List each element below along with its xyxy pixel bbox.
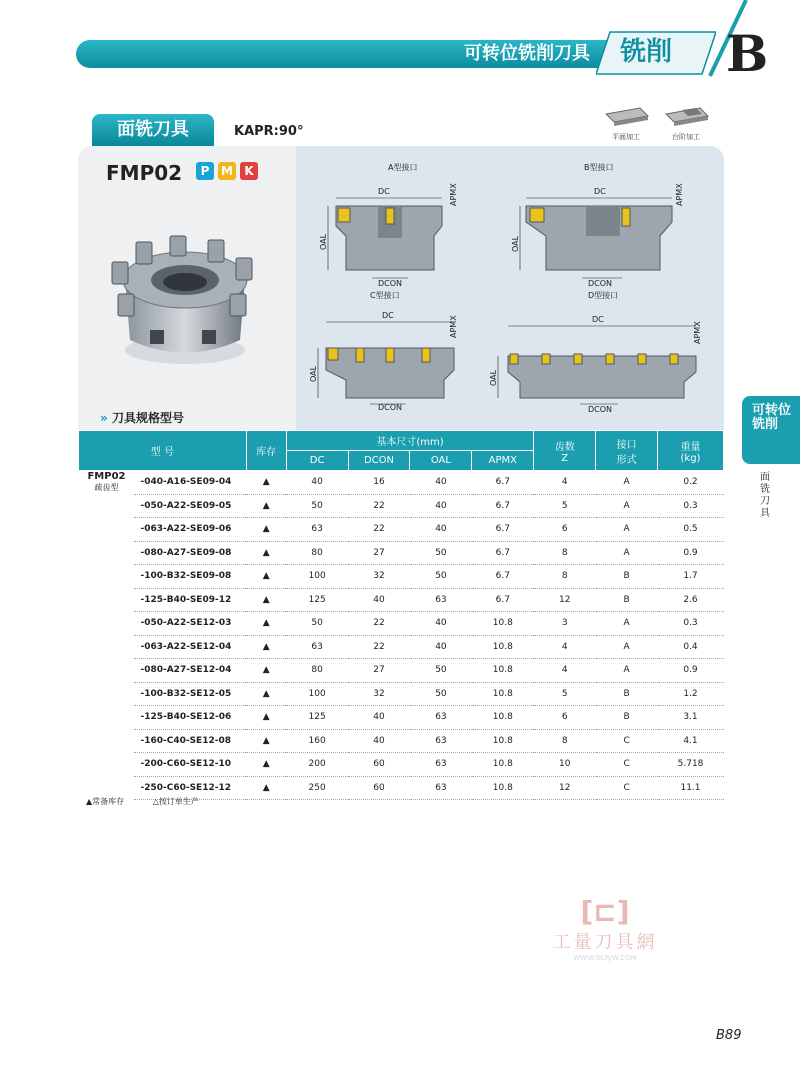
table-row	[79, 565, 724, 589]
cell-dc: 100	[286, 565, 348, 589]
face-mill-cutter-image	[90, 210, 270, 380]
table-row	[79, 612, 724, 636]
header-weight: 重量 (kg)	[658, 431, 724, 471]
interface-diagrams	[296, 160, 724, 416]
cell-dc: 160	[286, 729, 348, 753]
cell-dc: 200	[286, 753, 348, 777]
cell-model: -050-A22-SE09-05	[134, 494, 246, 518]
cell-apmx: 6.7	[472, 565, 534, 589]
cell-oal: 63	[410, 729, 472, 753]
cell-oal: 63	[410, 706, 472, 730]
cell-dcon: 32	[348, 565, 410, 589]
cell-kg: 0.9	[658, 541, 724, 565]
cell-type: B	[596, 682, 658, 706]
order-legend: △按订单生产	[152, 797, 199, 806]
table-row	[79, 588, 724, 612]
double-chevron-icon: »	[100, 411, 108, 425]
cell-kg: 5.718	[658, 753, 724, 777]
cell-type: A	[596, 635, 658, 659]
cell-apmx: 6.7	[472, 588, 534, 612]
cell-apmx: 10.8	[472, 729, 534, 753]
cell-apmx: 10.8	[472, 706, 534, 730]
cell-dcon: 22	[348, 612, 410, 636]
cell-z: 5	[534, 494, 596, 518]
cell-model: -100-B32-SE12-05	[134, 682, 246, 706]
cell-kg: 4.1	[658, 729, 724, 753]
cell-oal: 50	[410, 682, 472, 706]
cell-stock: ▲	[246, 518, 286, 542]
cell-apmx: 6.7	[472, 494, 534, 518]
material-badge-m: M	[218, 162, 236, 180]
cell-kg: 0.4	[658, 635, 724, 659]
spec-table-body	[79, 471, 724, 800]
stock-legend: ▲常备库存	[86, 797, 125, 806]
cell-oal: 40	[410, 635, 472, 659]
cell-stock: ▲	[246, 565, 286, 589]
cell-z: 4	[534, 471, 596, 495]
cell-kg: 2.6	[658, 588, 724, 612]
cell-apmx: 6.7	[472, 541, 534, 565]
cell-kg: 3.1	[658, 706, 724, 730]
product-code: FMP02	[106, 161, 183, 185]
cell-type: C	[596, 729, 658, 753]
cell-z: 3	[534, 612, 596, 636]
cell-type: C	[596, 776, 658, 800]
svg-text:DC: DC	[382, 311, 394, 320]
cell-type: A	[596, 659, 658, 683]
cell-apmx: 6.7	[472, 518, 534, 542]
table-row	[79, 518, 724, 542]
cell-z: 8	[534, 729, 596, 753]
table-row	[79, 635, 724, 659]
cell-z: 8	[534, 565, 596, 589]
cell-apmx: 10.8	[472, 635, 534, 659]
table-row	[79, 471, 724, 495]
cell-type: A	[596, 518, 658, 542]
cell-dcon: 40	[348, 706, 410, 730]
series-sub: 疏齿型	[94, 483, 119, 492]
cell-stock: ▲	[246, 588, 286, 612]
cell-model: -125-B40-SE12-06	[134, 706, 246, 730]
page-number: B89	[716, 1028, 742, 1043]
cell-z: 8	[534, 541, 596, 565]
table-row	[79, 706, 724, 730]
diagram-c	[309, 290, 458, 412]
cell-dcon: 60	[348, 753, 410, 777]
cell-type: A	[596, 494, 658, 518]
table-row	[79, 729, 724, 753]
svg-text:APMX: APMX	[675, 183, 684, 206]
cell-stock: ▲	[246, 471, 286, 495]
cell-dcon: 16	[348, 471, 410, 495]
cell-type: A	[596, 612, 658, 636]
cell-kg: 0.5	[658, 518, 724, 542]
header-apmx: APMX	[472, 451, 534, 471]
cell-kg: 0.2	[658, 471, 724, 495]
kapr-label: KAPR:90°	[234, 124, 304, 139]
cell-dc: 250	[286, 776, 348, 800]
cell-z: 5	[534, 682, 596, 706]
table-row	[79, 682, 724, 706]
svg-text:C型接口: C型接口	[370, 291, 400, 300]
series-name: FMP02	[87, 471, 126, 482]
cell-dc: 40	[286, 471, 348, 495]
cell-dcon: 22	[348, 518, 410, 542]
cell-model: -200-C60-SE12-10	[134, 753, 246, 777]
cell-model: -125-B40-SE09-12	[134, 588, 246, 612]
cell-kg: 1.2	[658, 682, 724, 706]
cell-stock: ▲	[246, 541, 286, 565]
cell-type: C	[596, 753, 658, 777]
cell-apmx: 10.8	[472, 682, 534, 706]
table-row	[79, 659, 724, 683]
cell-apmx: 10.8	[472, 753, 534, 777]
cell-z: 12	[534, 776, 596, 800]
cell-oal: 50	[410, 565, 472, 589]
face-milling-icon	[596, 100, 656, 140]
cell-z: 4	[534, 659, 596, 683]
cell-dc: 50	[286, 494, 348, 518]
series-cell	[79, 471, 135, 800]
watermark	[540, 896, 670, 966]
svg-text:OAL: OAL	[319, 233, 328, 250]
cell-dcon: 22	[348, 635, 410, 659]
cell-model: -250-C60-SE12-12	[134, 776, 246, 800]
cell-dc: 100	[286, 682, 348, 706]
cell-dcon: 32	[348, 682, 410, 706]
header-interface: 接口 形式	[596, 431, 658, 471]
cell-model: -080-A27-SE09-08	[134, 541, 246, 565]
cell-dc: 63	[286, 635, 348, 659]
spec-heading-text: 刀具规格型号	[111, 411, 184, 425]
header-tab-label: 铣削	[620, 37, 673, 67]
table-row	[79, 494, 724, 518]
svg-text:DCON: DCON	[588, 279, 613, 288]
cell-stock: ▲	[246, 776, 286, 800]
svg-text:D型接口: D型接口	[588, 291, 619, 300]
cell-apmx: 10.8	[472, 612, 534, 636]
cell-kg: 0.3	[658, 612, 724, 636]
cell-type: B	[596, 588, 658, 612]
cell-model: -050-A22-SE12-03	[134, 612, 246, 636]
spec-heading	[100, 410, 220, 426]
cell-stock: ▲	[246, 659, 286, 683]
cell-apmx: 10.8	[472, 659, 534, 683]
footnote	[86, 796, 386, 810]
svg-text:B型接口: B型接口	[584, 163, 614, 172]
svg-text:DC: DC	[592, 315, 604, 324]
cell-oal: 40	[410, 518, 472, 542]
cell-z: 6	[534, 518, 596, 542]
svg-text:DCON: DCON	[588, 405, 613, 414]
header-dims: 基本尺寸(mm)	[286, 431, 534, 451]
cell-z: 10	[534, 753, 596, 777]
cell-dc: 63	[286, 518, 348, 542]
svg-text:DCON: DCON	[378, 403, 403, 412]
face-milling-label: 平面加工	[612, 133, 640, 141]
cell-oal: 40	[410, 494, 472, 518]
shoulder-milling-icon	[656, 100, 716, 140]
cell-dcon: 60	[348, 776, 410, 800]
section-letter: B	[726, 24, 769, 83]
cell-model: -080-A27-SE12-04	[134, 659, 246, 683]
svg-text:DC: DC	[594, 187, 606, 196]
cell-oal: 63	[410, 753, 472, 777]
cell-dcon: 40	[348, 588, 410, 612]
svg-text:OAL: OAL	[489, 369, 498, 386]
shoulder-milling-label: 台阶加工	[672, 133, 700, 141]
header-dc: DC	[286, 451, 348, 471]
cell-oal: 40	[410, 471, 472, 495]
cell-dcon: 27	[348, 659, 410, 683]
cell-dc: 50	[286, 612, 348, 636]
cell-stock: ▲	[246, 635, 286, 659]
cell-dcon: 40	[348, 729, 410, 753]
watermark-text: 工量刀具網	[552, 932, 658, 953]
diagram-d	[489, 290, 702, 414]
table-row	[79, 541, 724, 565]
cell-model: -160-C40-SE12-08	[134, 729, 246, 753]
cell-model: -040-A16-SE09-04	[134, 471, 246, 495]
cell-dc: 80	[286, 659, 348, 683]
header-oal: OAL	[410, 451, 472, 471]
cell-stock: ▲	[246, 612, 286, 636]
cell-kg: 11.1	[658, 776, 724, 800]
header-model: 型 号	[79, 431, 247, 471]
cell-dcon: 27	[348, 541, 410, 565]
svg-text:DCON: DCON	[378, 279, 403, 288]
cell-dcon: 22	[348, 494, 410, 518]
cell-type: B	[596, 565, 658, 589]
cell-type: B	[596, 706, 658, 730]
cell-apmx: 6.7	[472, 471, 534, 495]
cell-z: 4	[534, 635, 596, 659]
cell-z: 6	[534, 706, 596, 730]
watermark-logo-icon: [⊏]	[580, 895, 630, 928]
cell-stock: ▲	[246, 682, 286, 706]
cell-oal: 40	[410, 612, 472, 636]
header-teeth: 齿数 Z	[534, 431, 596, 471]
cell-model: -063-A22-SE09-06	[134, 518, 246, 542]
material-badge-p: P	[196, 162, 214, 180]
cell-oal: 50	[410, 659, 472, 683]
cell-oal: 63	[410, 588, 472, 612]
cell-oal: 63	[410, 776, 472, 800]
svg-text:APMX: APMX	[693, 321, 702, 344]
svg-text:OAL: OAL	[511, 235, 520, 252]
cell-kg: 1.7	[658, 565, 724, 589]
cell-dc: 80	[286, 541, 348, 565]
svg-text:APMX: APMX	[449, 315, 458, 338]
cell-dc: 125	[286, 588, 348, 612]
diagram-a	[319, 162, 458, 288]
watermark-url: WWW.GLRJW.COM	[573, 954, 637, 962]
cell-stock: ▲	[246, 729, 286, 753]
cell-stock: ▲	[246, 494, 286, 518]
svg-text:DC: DC	[378, 187, 390, 196]
table-row	[79, 753, 724, 777]
side-label: 面铣刀具	[760, 472, 770, 519]
cell-stock: ▲	[246, 753, 286, 777]
section-title: 面铣刀具	[117, 119, 189, 140]
spec-table	[78, 430, 724, 800]
cell-model: -063-A22-SE12-04	[134, 635, 246, 659]
cell-model: -100-B32-SE09-08	[134, 565, 246, 589]
cell-type: A	[596, 541, 658, 565]
cell-z: 12	[534, 588, 596, 612]
cell-kg: 0.9	[658, 659, 724, 683]
cell-oal: 50	[410, 541, 472, 565]
cell-stock: ▲	[246, 706, 286, 730]
header-dcon: DCON	[348, 451, 410, 471]
diagram-b	[511, 162, 684, 288]
header-category-title: 可转位铣削刀具	[464, 43, 590, 64]
header-stock: 库存	[246, 431, 286, 471]
svg-text:A型接口: A型接口	[388, 163, 418, 172]
cell-type: A	[596, 471, 658, 495]
cell-kg: 0.3	[658, 494, 724, 518]
svg-text:OAL: OAL	[309, 365, 318, 382]
cell-apmx: 10.8	[472, 776, 534, 800]
side-tab-text: 可转位铣削	[752, 403, 792, 432]
material-badge-k: K	[240, 162, 258, 180]
svg-text:APMX: APMX	[449, 183, 458, 206]
cell-dc: 125	[286, 706, 348, 730]
